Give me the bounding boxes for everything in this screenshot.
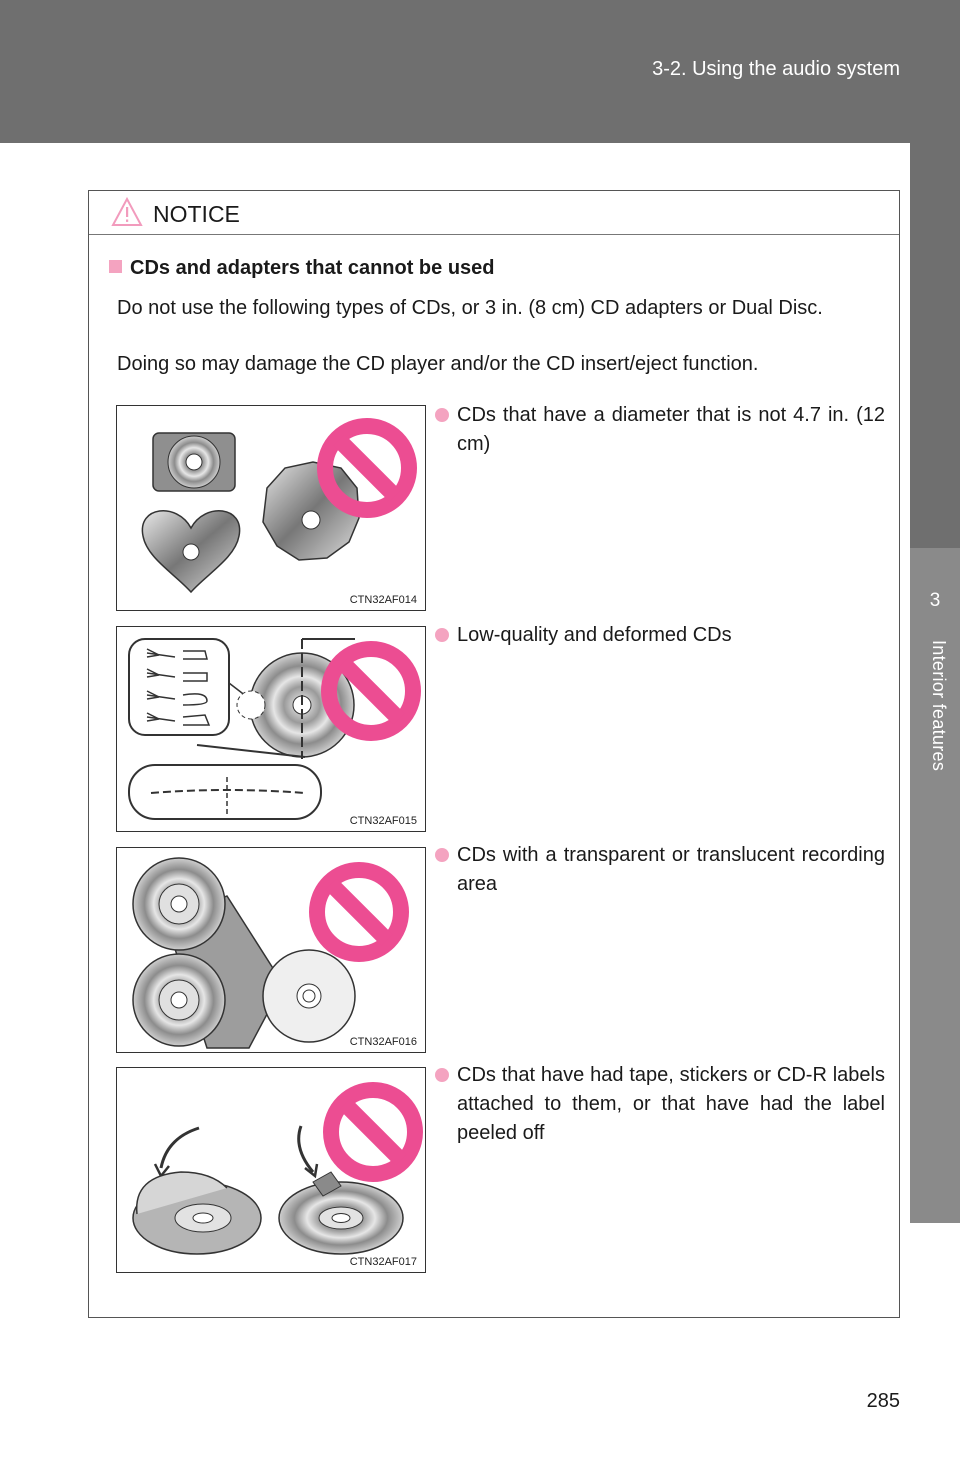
- list-item: [435, 401, 885, 459]
- section-heading-text: CDs and adapters that cannot be used: [130, 257, 495, 279]
- notice-paragraph: Do not use the following types of CDs, or 3 in. (8 cm) CD adapters or Dual Disc.: [117, 297, 823, 319]
- notice-paragraph: Doing so may damage the CD player and/or the CD insert/eject function.: [117, 353, 759, 375]
- figure-code: CTN32AF015: [349, 815, 417, 827]
- notice-box: [88, 190, 900, 1318]
- circle-bullet-icon: [435, 1068, 449, 1082]
- illustration-labeled-cds: [116, 1067, 426, 1273]
- list-item-text: Low-quality and deformed CDs: [457, 624, 732, 646]
- chapter-number: 3: [929, 590, 941, 611]
- list-item: [435, 841, 885, 899]
- list-item-text: CDs that have had tape, stickers or CD-R labels attached to them, or that have had the label peeled off: [457, 1064, 885, 1144]
- illustration-transparent-cds: [116, 847, 426, 1053]
- chapter-tab-top: [910, 143, 960, 548]
- list-item-text: CDs that have a diameter that is not 4.7 in. (12 cm): [457, 404, 885, 455]
- square-bullet-icon: [109, 260, 122, 273]
- circle-bullet-icon: [435, 628, 449, 642]
- illustration-deformed-cds: [116, 626, 426, 832]
- illustration-odd-shaped-cds: [116, 405, 426, 611]
- section-title: 3-2. Using the audio system: [652, 58, 900, 80]
- page-number: 285: [866, 1390, 900, 1412]
- notice-title: NOTICE: [153, 201, 240, 227]
- list-item-text: CDs with a transparent or translucent recording area: [457, 844, 885, 895]
- figure-code: CTN32AF016: [349, 1036, 417, 1048]
- warning-triangle-icon: [111, 197, 143, 227]
- circle-bullet-icon: [435, 848, 449, 862]
- section-heading: [109, 257, 495, 280]
- circle-bullet-icon: [435, 408, 449, 422]
- figure-code: CTN32AF014: [349, 594, 417, 606]
- list-item: [435, 621, 885, 650]
- figure-code: CTN32AF017: [349, 1256, 417, 1268]
- list-item: [435, 1061, 885, 1148]
- chapter-label: Interior features: [929, 640, 949, 772]
- notice-header: [89, 191, 899, 235]
